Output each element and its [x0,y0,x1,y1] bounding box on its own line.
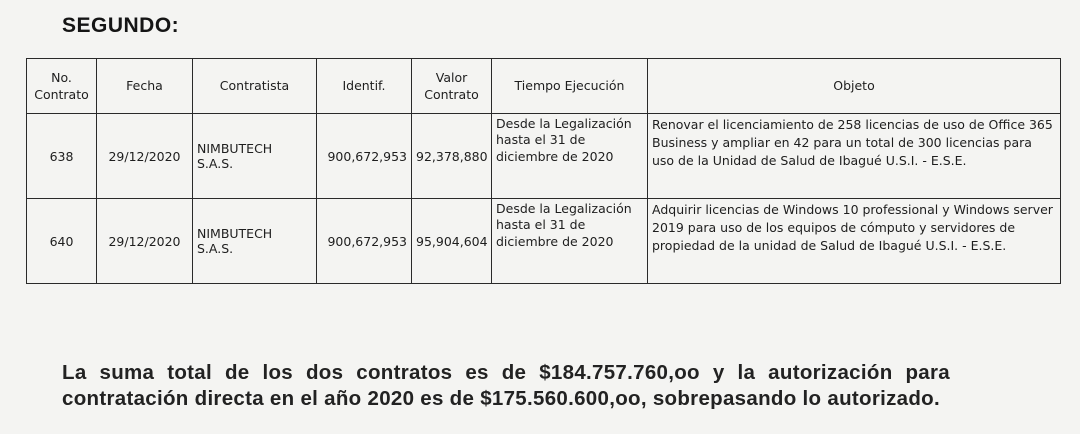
header-no-contrato: No. Contrato [27,59,97,114]
cell-valor-contrato: 95,904,604 [412,199,492,284]
cell-fecha: 29/12/2020 [97,199,193,284]
header-tiempo-ejecucion: Tiempo Ejecución [492,59,648,114]
cell-tiempo-ejecucion: Desde la Legalización hasta el 31 de diciembre de 2020 [492,199,648,284]
cell-identif: 900,672,953 [317,114,412,199]
table-row [27,114,1061,199]
cell-identif: 900,672,953 [317,199,412,284]
header-fecha: Fecha [97,59,193,114]
cell-valor-contrato: 92,378,880 [412,114,492,199]
cell-objeto: Adquirir licencias de Windows 10 professional y Windows server 2019 para uso de los equipos de cómputo y servidores de propiedad de la unidad de Salud de Ibagué U.S.I. - E.S.E. [648,199,1061,284]
header-identif: Identif. [317,59,412,114]
summary-paragraph: La suma total de los dos contratos es de $184.757.760,oo y la autorización para contratación directa en el año 2020 es de $175.560.600,oo, sobrepasando lo autorizado. [62,360,950,410]
header-objeto: Objeto [648,59,1061,114]
cell-contratista: NIMBUTECH S.A.S. [193,114,317,199]
contracts-table [26,58,1061,284]
cell-tiempo-ejecucion: Desde la Legalización hasta el 31 de diciembre de 2020 [492,114,648,199]
section-heading: SEGUNDO: [62,14,180,37]
cell-no-contrato: 640 [27,199,97,284]
table-header-row [27,59,1061,114]
cell-objeto: Renovar el licenciamiento de 258 licencias de uso de Office 365 Business y ampliar en 42 para un total de 300 licencias para uso de la Unidad de Salud de Ibagué U.S.I. - E.S.E. [648,114,1061,199]
cell-contratista: NIMBUTECH S.A.S. [193,199,317,284]
cell-fecha: 29/12/2020 [97,114,193,199]
header-valor-contrato: Valor Contrato [412,59,492,114]
table-row [27,199,1061,284]
header-contratista: Contratista [193,59,317,114]
cell-no-contrato: 638 [27,114,97,199]
